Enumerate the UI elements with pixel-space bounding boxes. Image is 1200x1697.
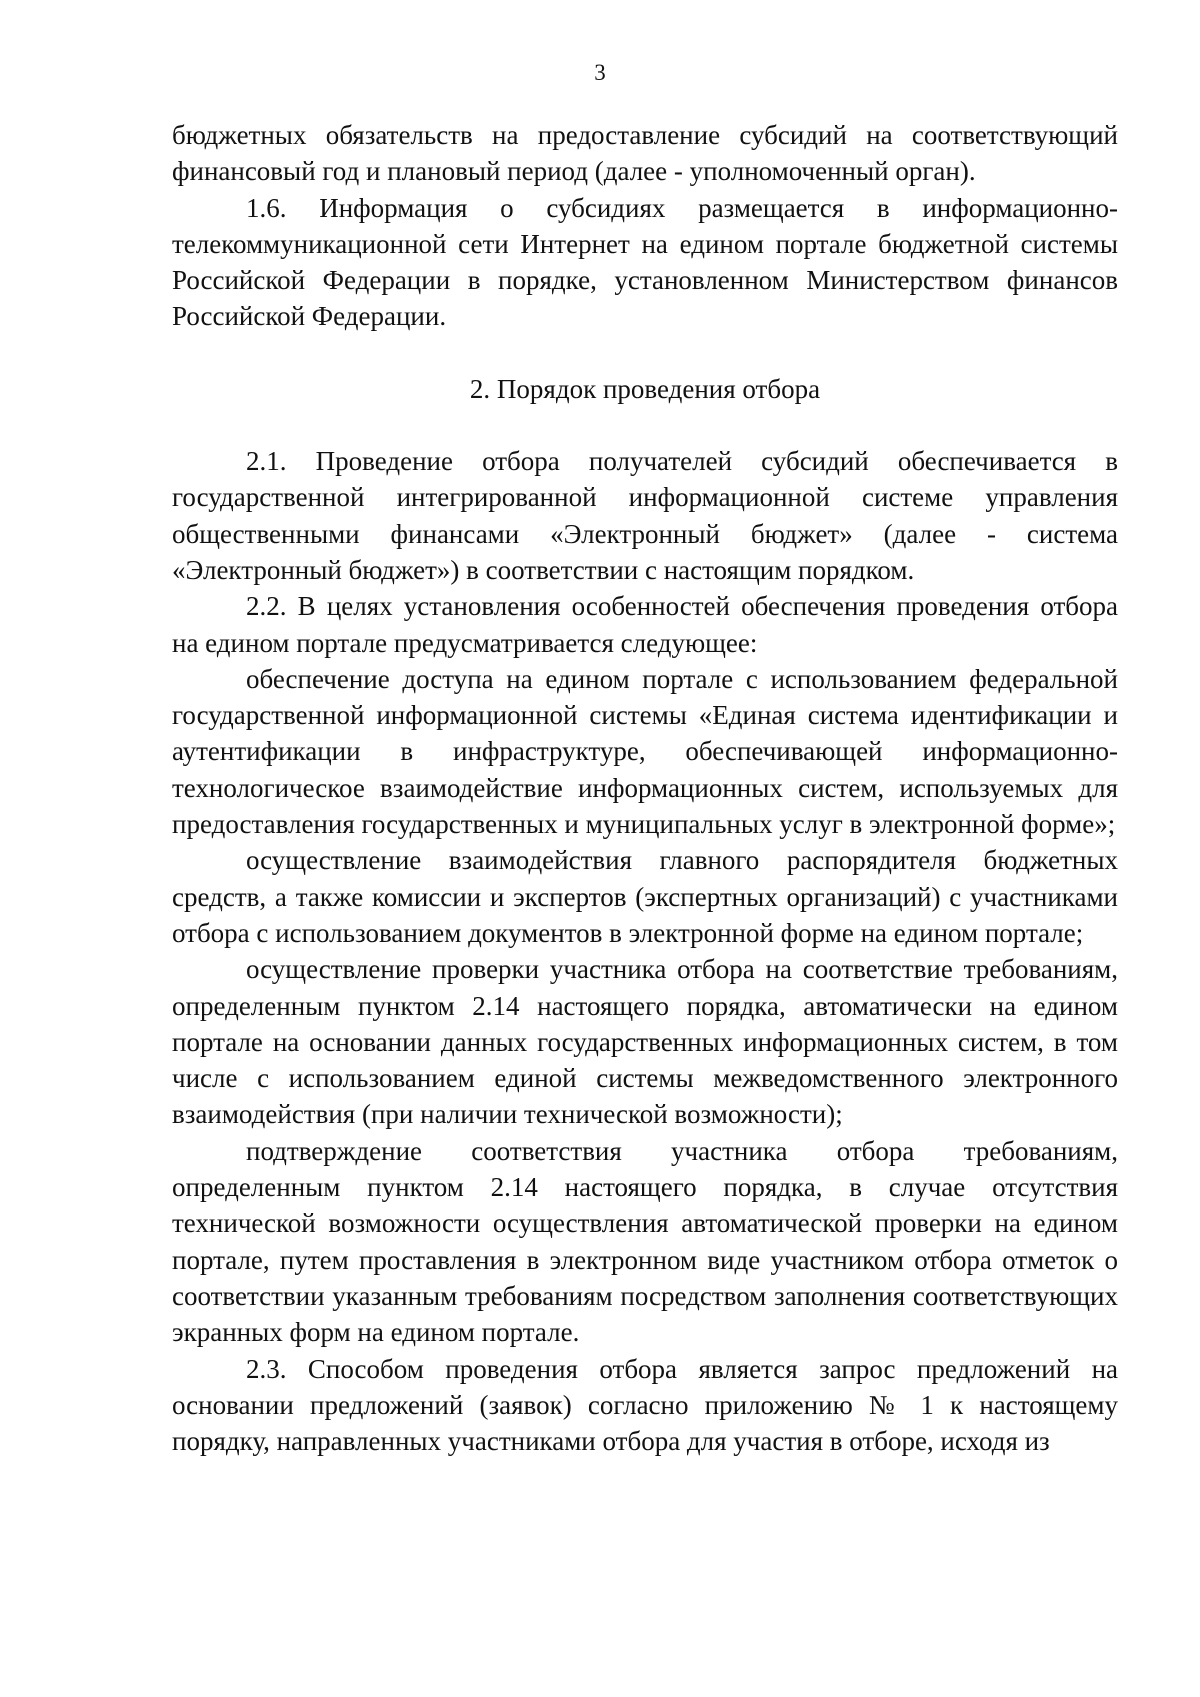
spacer (172, 407, 1118, 443)
document-body (172, 117, 1118, 1459)
paragraph-2-3: 2.3. Способом проведения отбора является запрос предложений на основании предложений (заявок) согласно приложению № 1 к настоящему порядку, направленных участниками отбора для участия в отборе, исходя из (172, 1353, 1118, 1457)
paragraph-2-2-item-access: обеспечение доступа на едином портале с использованием федеральной государственной информационной системы «Единая система идентификации и аутентификации в инфраструктуре, обеспечивающей информационно-технологическое взаимодействие информационных систем, используемых для предоставления государственных и муниципальных услуг в электронной форме»; (172, 663, 1118, 840)
paragraph-2-1: 2.1. Проведение отбора получателей субсидий обеспечивается в государственной интегрированной информационной системе управления общественными финансами «Электронный бюджет» (далее - система «Электронный бюджет») в соответствии с настоящим порядком. (172, 446, 1118, 585)
paragraph-2-2-item-confirmation: подтверждение соответствия участника отбора требованиям, определенным пунктом 2.14 настоящего порядка, в случае отсутствия технической возможности осуществления автоматической проверки на едином портале, путем проставления в электронном виде участником отбора отметок о соответствии указанным требованиям посредством заполнения соответствующих экранных форм на едином портале. (172, 1135, 1118, 1348)
section-heading: 2. Порядок проведения отбора (469, 373, 821, 404)
paragraph-2-2: 2.2. В целях установления особенностей обеспечения проведения отбора на едином портале предусматривается следующее: (172, 591, 1118, 658)
paragraph-2-2-item-interaction: осуществление взаимодействия главного распорядителя бюджетных средств, а также комиссии и экспертов (экспертных организаций) с участниками отбора с использованием документов в электронной форме на едином портале; (172, 845, 1118, 948)
page-number: 3 (594, 60, 606, 85)
paragraph-1-6: 1.6. Информация о субсидиях размещается в информационно-телекоммуникационной сети Интернет на едином портале бюджетной системы Российской Федерации в порядке, установленном Министерством финансов Российской Федерации. (172, 192, 1118, 332)
spacer (172, 335, 1118, 371)
paragraph-2-2-item-check: осуществление проверки участника отбора на соответствие требованиям, определенным пунктом 2.14 настоящего порядка, автоматически на едином портале на основании данных государственных информационных систем, в том числе с использованием единой системы межведомственного электронного взаимодействия (при наличии технической возможности); (172, 954, 1118, 1130)
paragraph-continuation: бюджетных обязательств на предоставление субсидий на соответствующий финансовый год и плановый период (далее - уполномоченный орган). (172, 120, 1118, 187)
